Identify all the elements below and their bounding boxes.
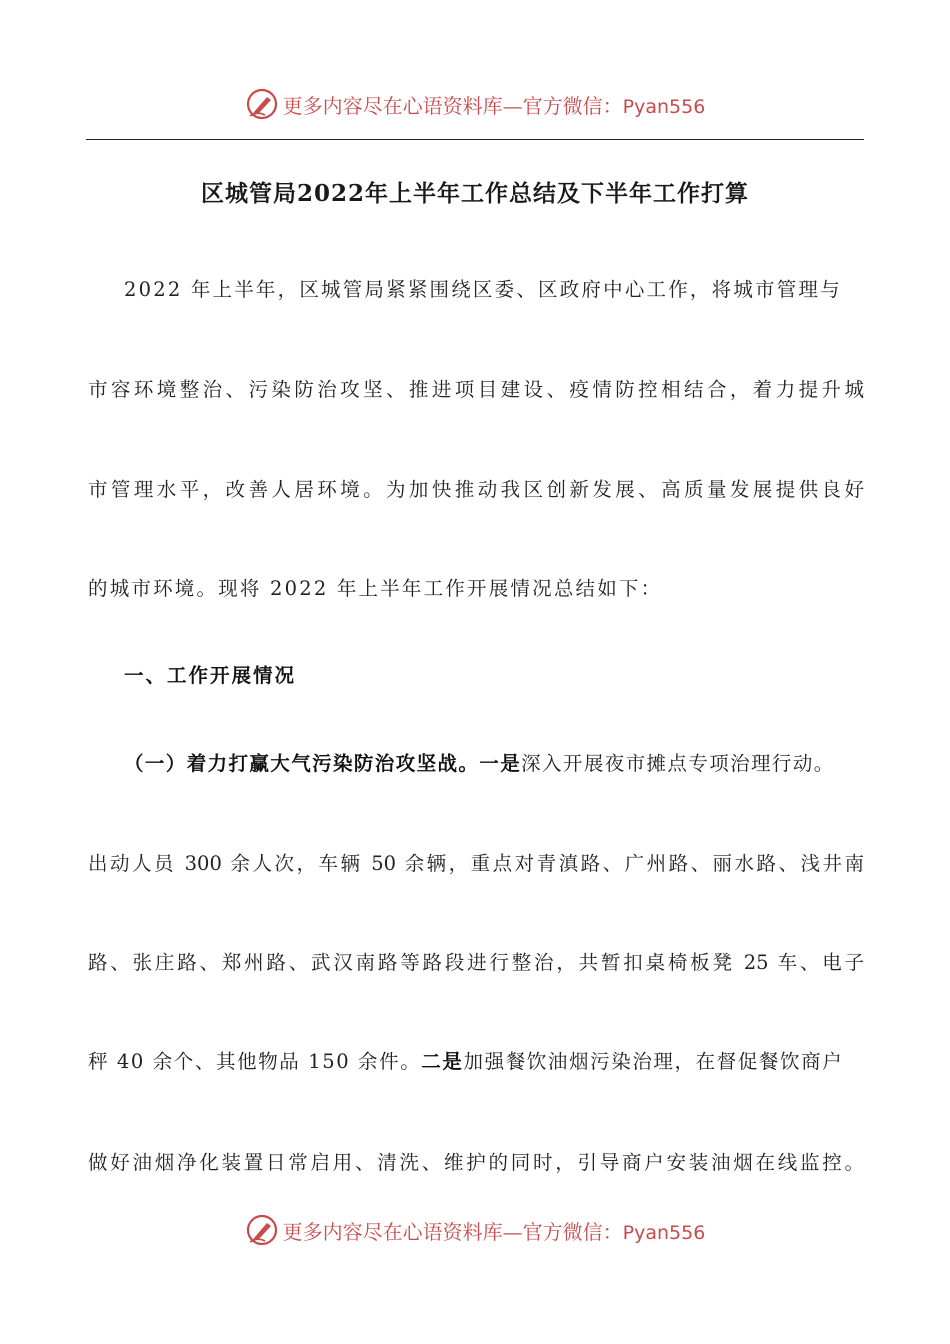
sub1-line-2: 出动人员 300 余人次，车辆 50 余辆，重点对青滇路、广州路、丽水路、浅井南	[88, 852, 864, 875]
intro-line-1: 2022 年上半年，区城管局紧紧围绕区委、区政府中心工作，将城市管理与	[124, 278, 842, 301]
sub1-line-4	[88, 1046, 864, 1074]
pen-logo-icon	[245, 87, 279, 121]
watermark-text: 更多内容尽在心语资料库—官方微信：Pyan556	[282, 1219, 706, 1244]
intro-line-4: 的城市环境。现将 2022 年上半年工作开展情况总结如下：	[88, 577, 663, 600]
sub1-heading: （一）着力打赢大气污染防治攻坚战。	[124, 752, 480, 775]
watermark-text: 更多内容尽在心语资料库—官方微信：Pyan556	[282, 93, 706, 118]
sub1-first-label: 一是	[479, 752, 522, 775]
sub1-first-text: 深入开展夜市摊点专项治理行动。	[521, 752, 835, 775]
sub1-line4-pre: 秤 40 余个、其他物品 150 余件。	[88, 1050, 422, 1073]
pen-logo-icon	[245, 1213, 279, 1247]
header-rule	[86, 139, 864, 140]
sub1-line-1	[124, 748, 864, 776]
watermark-banner-top	[0, 82, 950, 126]
intro-line-2: 市容环境整治、污染防治攻坚、推进项目建设、疫情防控相结合，着力提升城	[88, 378, 864, 401]
sub1-line-3: 路、张庄路、郑州路、武汉南路等路段进行整治，共暂扣桌椅板凳 25 车、电子	[88, 951, 864, 974]
section-heading-1: 一、工作开展情况	[124, 664, 297, 687]
watermark-banner-bottom	[0, 1208, 950, 1252]
sub1-line4-post: 加强餐饮油烟污染治理，在督促餐饮商户	[463, 1050, 844, 1073]
sub1-second-label: 二是	[421, 1050, 464, 1073]
document-title: 区城管局2022年上半年工作总结及下半年工作打算	[200, 180, 749, 207]
sub1-line-5: 做好油烟净化装置日常启用、清洗、维护的同时，引导商户安装油烟在线监控。	[88, 1151, 864, 1174]
intro-line-3: 市管理水平，改善人居环境。为加快推动我区创新发展、高质量发展提供良好	[88, 478, 864, 501]
